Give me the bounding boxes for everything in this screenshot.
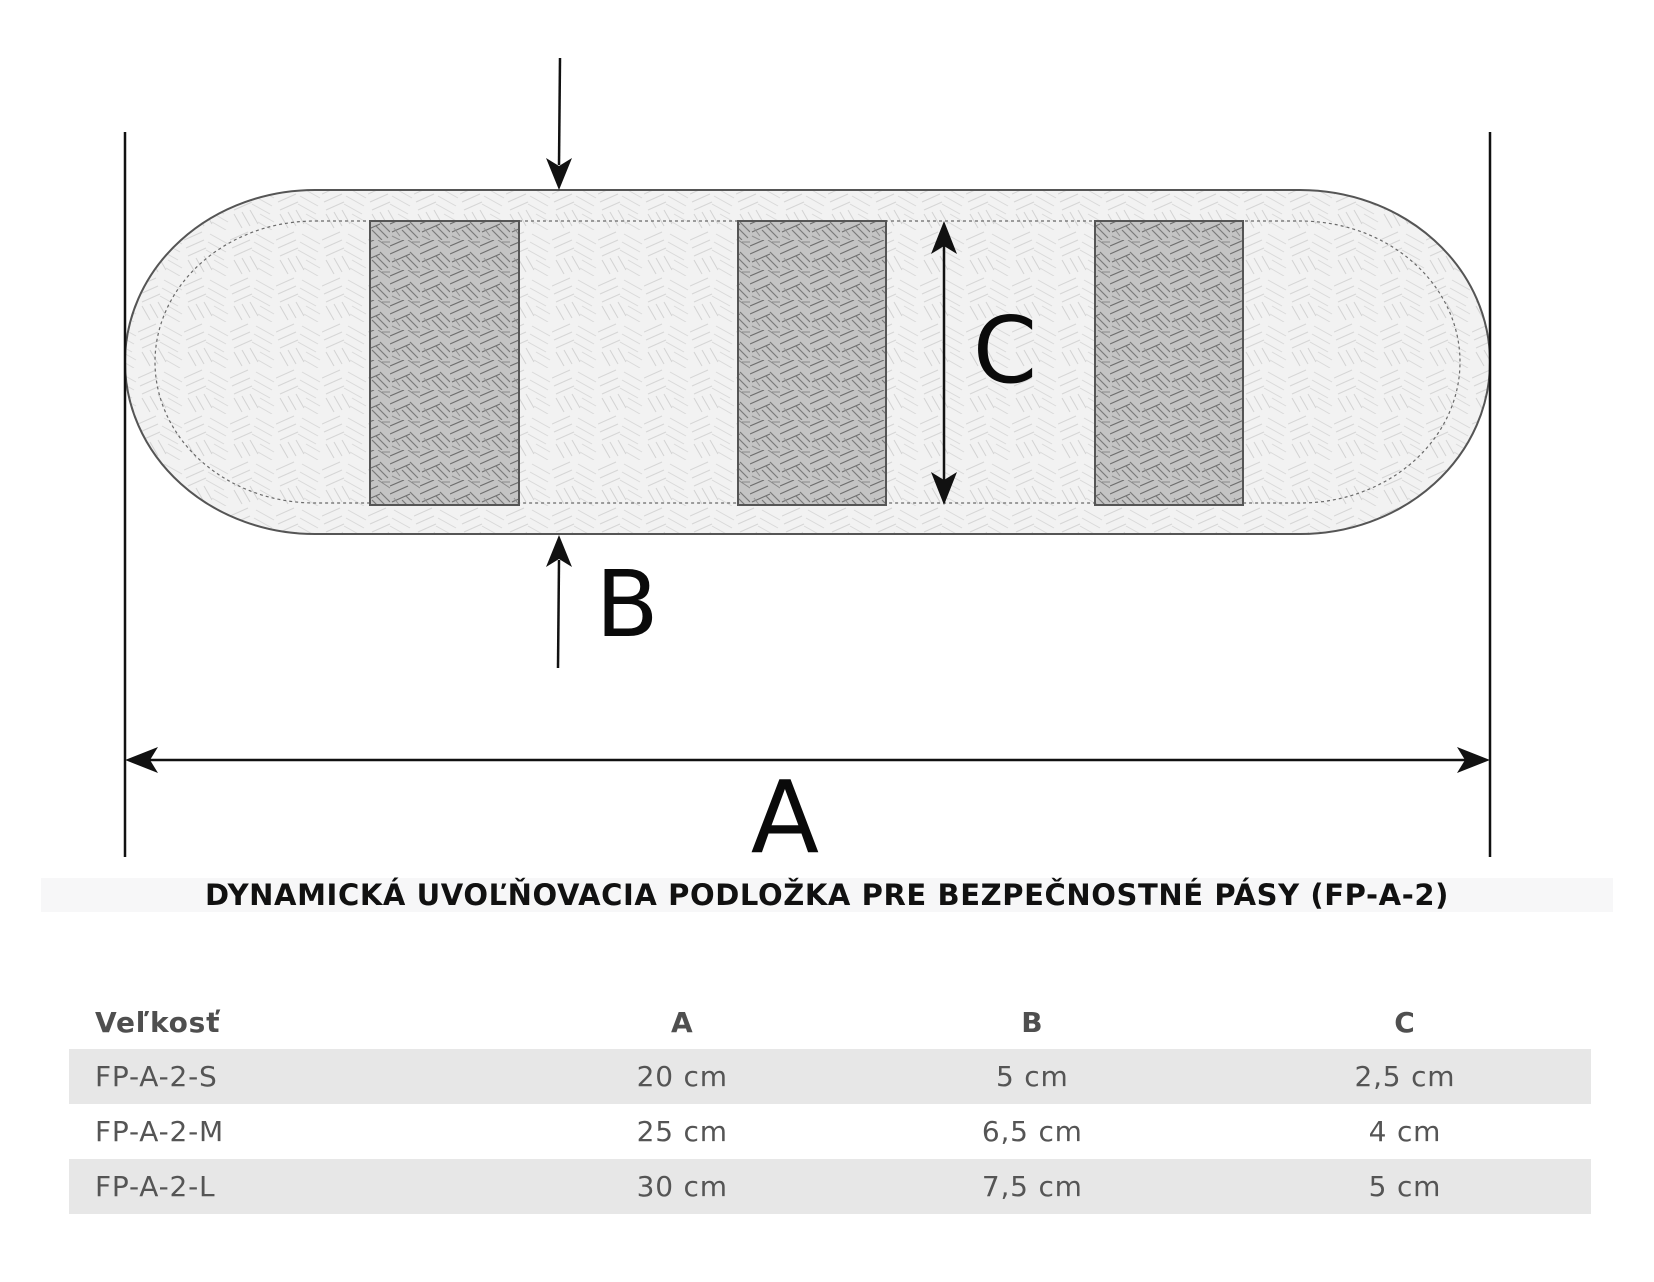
hook-patch-center — [738, 221, 886, 505]
dimension-a-label: A — [750, 759, 820, 875]
table-cell-b: 7,5 cm — [846, 1159, 1219, 1214]
dimension-c-label: C — [972, 297, 1038, 404]
table-row — [69, 1049, 1591, 1104]
table-row — [69, 1159, 1591, 1214]
product-title: DYNAMICKÁ UVOĽŇOVACIA PODLOŽKA PRE BEZPEČNOSTNÉ PÁSY (FP-A-2) — [205, 878, 1449, 912]
table-cell-a: 25 cm — [636, 1115, 728, 1148]
size-table — [69, 995, 1591, 1214]
table-cell-c: 2,5 cm — [1219, 1049, 1591, 1104]
table-header-row — [69, 995, 1591, 1049]
table-cell-b: 6,5 cm — [981, 1115, 1083, 1148]
dimension-b-label: B — [595, 551, 659, 658]
table-cell-a: 30 cm — [519, 1159, 846, 1214]
table-cell-c: 5 cm — [1219, 1159, 1591, 1214]
table-header-c: C — [1394, 1005, 1416, 1039]
title-bar — [41, 878, 1613, 912]
table-header-b: B — [1021, 1005, 1044, 1039]
table-cell-size: FP-A-2-M — [95, 1115, 224, 1148]
table-row — [69, 1104, 1591, 1159]
table-cell-size: FP-A-2-L — [69, 1159, 519, 1214]
table-cell-a: 20 cm — [519, 1049, 846, 1104]
table-header-a: A — [670, 1005, 694, 1039]
table-cell-size: FP-A-2-S — [69, 1049, 519, 1104]
dimension-b-top-line — [559, 58, 560, 165]
hook-patch-left — [370, 221, 519, 505]
hook-patch-right — [1095, 221, 1243, 505]
table-cell-b: 5 cm — [846, 1049, 1219, 1104]
table-cell-c: 4 cm — [1368, 1115, 1442, 1148]
dimension-b-bottom-line — [558, 560, 559, 668]
table-header-size: Veľkosť — [95, 1005, 221, 1039]
